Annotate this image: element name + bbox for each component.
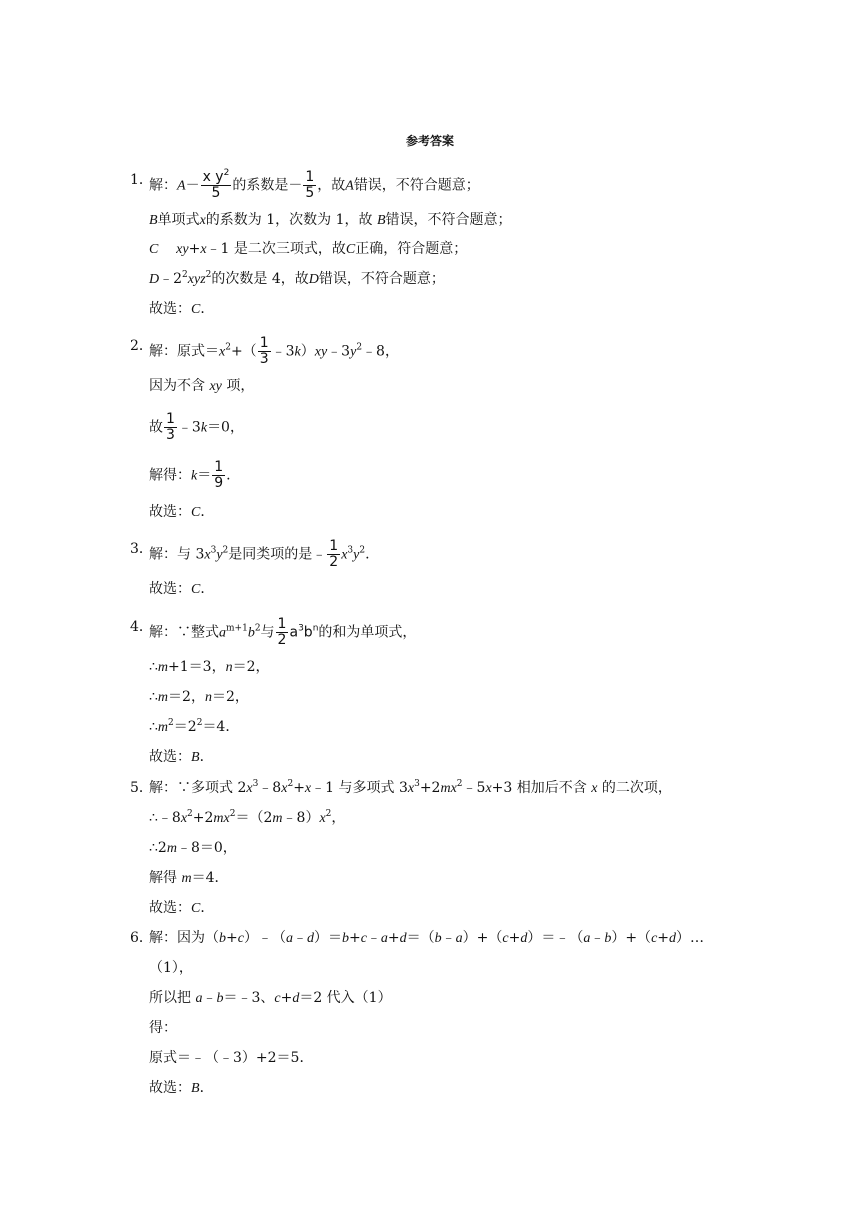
q4-line3: ∴m＝2，n＝2， — [149, 689, 249, 705]
q6-line3: 得： — [149, 1020, 177, 1036]
q3-line1: 解：与 $3x^3y^2$是同类项的是﹣ $\frac{1}{2}$ $x^3y^2$. — [149, 538, 370, 570]
q1-line2: B单项式x的系数为 1，次数为 1，故 B错误，不符合题意； — [149, 212, 512, 228]
q3-number: 3． — [130, 541, 153, 557]
q2-line3: 故 $\frac{1}{3}$ ﹣3k＝0， — [149, 411, 244, 443]
q4-line4: $\therefore m^2=2^2=4$． — [149, 718, 240, 735]
q2-line1: 解：原式$=x^2+$（ $\frac{1}{3}$ $﹣3k)xy﹣3y^2﹣8$， — [149, 335, 399, 367]
q5-line2: $\therefore﹣8x^2+2mx^2=(2m﹣8)x^2$， — [149, 809, 346, 826]
q2-answer: 故选：C． — [149, 504, 215, 520]
fraction: $\frac{1}{9}$ — [214, 459, 224, 491]
q4-line2: ∴m+1＝3，n＝2， — [149, 659, 270, 675]
fraction: $\frac{1}{2}$ — [329, 538, 339, 570]
q5-number: 5． — [130, 780, 153, 796]
q1-answer: 故选：C． — [149, 301, 215, 317]
fraction: $\frac{x y^2}{5}$ — [202, 168, 230, 201]
q5-line1: 解：∵多项式 $2x^3﹣8x^2+x﹣1$ 与多项式 $3x^3+2mx^2﹣5x+3$ 相加后不含 x 的二次项， — [149, 779, 672, 796]
q6-line4: 原式＝﹣（﹣3）+2＝5． — [149, 1050, 314, 1066]
q1-line4: $D﹣2^2xyz^2$的次数是 4，故D错误，不符合题意； — [149, 270, 445, 287]
q4-line1: 解：∵整式$a^{m+1}b^2$与 $\frac{1}{2}$ $a^3b^n$的和为单项式， — [149, 616, 417, 648]
q4-answer: 故选：B． — [149, 749, 214, 765]
q6-line1-cont: （1）， — [149, 960, 193, 976]
q6-number: 6． — [130, 930, 153, 946]
q5-line3: ∴2m﹣8＝0， — [149, 840, 237, 856]
fraction: $\frac{1}{3}$ — [259, 335, 269, 367]
q2-line4: 解得：k＝ $\frac{1}{9}$ . — [149, 459, 231, 491]
q4-number: 4． — [130, 619, 153, 635]
fraction: $\frac{1}{2}$ — [277, 616, 287, 648]
q5-answer: 故选：C． — [149, 900, 215, 916]
q2-number: 2． — [130, 338, 153, 354]
q6-line1: 解：因为（b+c）﹣（a﹣d）＝b+c﹣a+d＝（b﹣a）+（c+d）＝﹣（a﹣b）+（c+d）… — [149, 930, 705, 946]
q1-number: 1． — [130, 172, 153, 188]
q6-line2: 所以把 a﹣b＝﹣3、c+d＝2 代入（1） — [149, 990, 392, 1006]
q5-line4: 解得 m＝4． — [149, 870, 229, 886]
q1-line3: C xy+x﹣1 是二次三项式，故C正确，符合题意； — [149, 241, 468, 257]
fraction: $\frac{1}{3}$ — [166, 411, 175, 443]
q6-answer: 故选：B． — [149, 1080, 214, 1096]
page-title: 参考答案 — [405, 134, 454, 148]
fraction: $\frac{1}{5}$ — [305, 169, 315, 201]
q1-line1: 解：A－ $\frac{x y^2}{5}$ 的系数是－ $\frac{1}{5}$ ，故A错误，不符合题意； — [149, 168, 480, 201]
q3-answer: 故选：C． — [149, 581, 215, 597]
q2-line2: 因为不含 xy 项， — [149, 378, 255, 394]
